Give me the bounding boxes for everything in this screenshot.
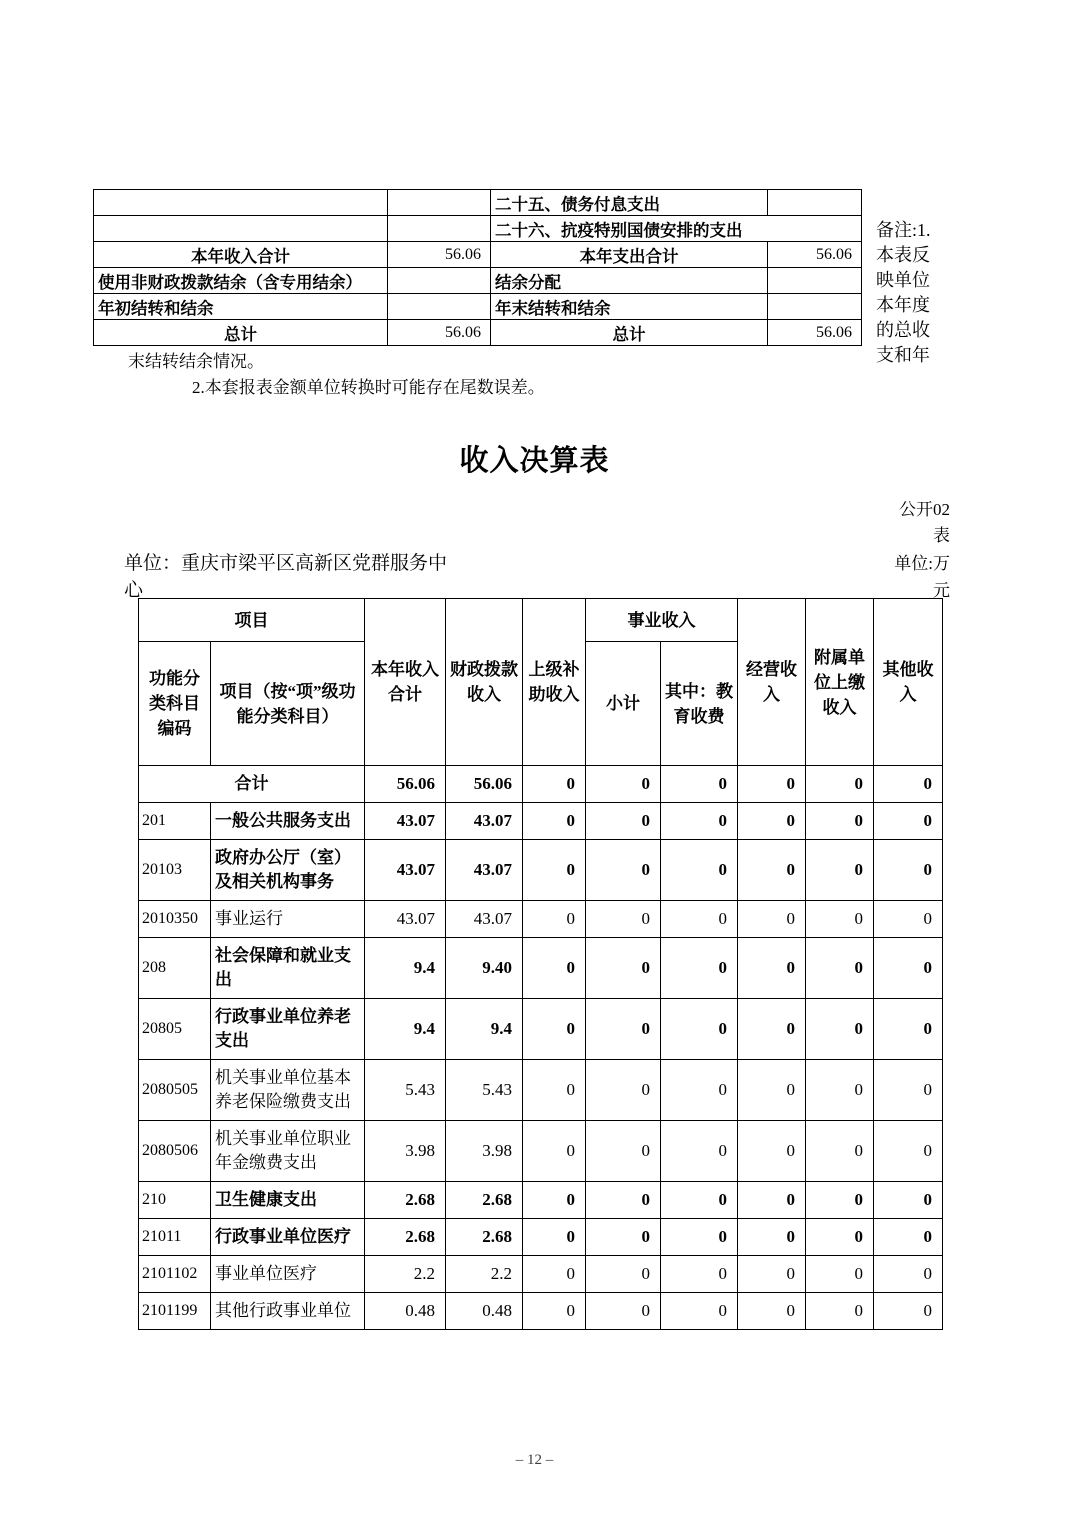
value-cell: 43.07 [365, 901, 446, 938]
value-cell: 0 [738, 840, 806, 901]
value-cell: 0 [661, 1256, 738, 1293]
table-row [139, 840, 943, 901]
value-cell: 0 [586, 1182, 661, 1219]
value-cell: 0 [874, 1121, 943, 1182]
table-row [94, 320, 862, 346]
value-cell: 0 [806, 766, 874, 803]
table-row [139, 1219, 943, 1256]
row-value [388, 216, 491, 242]
unit-currency: 单位:万元 [894, 554, 950, 600]
page-title: 收入决算表 [459, 445, 610, 477]
value-cell: 0 [523, 999, 586, 1060]
row-label: 总计 [491, 320, 768, 346]
value-cell: 0 [738, 999, 806, 1060]
value-cell: 0 [586, 1219, 661, 1256]
table-row [139, 1182, 943, 1219]
table-row [139, 803, 943, 840]
value-cell: 43.07 [365, 803, 446, 840]
row-label: 本年支出合计 [491, 242, 768, 268]
value-cell: 0 [661, 938, 738, 999]
value-cell: 0 [523, 803, 586, 840]
header-business-income-group: 事业收入 [586, 599, 738, 642]
name-cell: 机关事业单位基本养老保险缴费支出 [211, 1060, 365, 1121]
value-cell: 0 [874, 1060, 943, 1121]
value-cell: 0 [874, 840, 943, 901]
row-value [388, 190, 491, 216]
value-cell: 0 [806, 1182, 874, 1219]
value-cell: 0 [661, 1121, 738, 1182]
value-cell: 56.06 [365, 766, 446, 803]
value-cell: 0 [874, 1293, 943, 1330]
code-cell: 20103 [139, 840, 211, 901]
code-cell: 20805 [139, 999, 211, 1060]
code-cell: 2101199 [139, 1293, 211, 1330]
value-cell: 0 [523, 901, 586, 938]
value-cell: 0 [738, 1256, 806, 1293]
value-cell: 0 [806, 901, 874, 938]
row-label: 结余分配 [491, 268, 768, 294]
value-cell: 0 [586, 840, 661, 901]
value-cell: 2.2 [365, 1256, 446, 1293]
value-cell: 0 [874, 938, 943, 999]
name-cell: 其他行政事业单位 [211, 1293, 365, 1330]
carryover-summary-table [93, 189, 862, 346]
table-row [139, 1060, 943, 1121]
row-label: 使用非财政拨款结余（含专用结余） [94, 268, 388, 294]
value-cell: 0 [738, 938, 806, 999]
header-project-group: 项目 [139, 599, 365, 642]
value-cell: 0 [661, 840, 738, 901]
header-education-fee: 其中：教育收费 [661, 642, 738, 766]
value-cell: 0 [738, 901, 806, 938]
value-cell: 0 [806, 999, 874, 1060]
table-row [94, 294, 862, 320]
value-cell: 0 [661, 901, 738, 938]
value-cell: 3.98 [446, 1121, 523, 1182]
value-cell: 0 [661, 1219, 738, 1256]
value-cell: 0 [661, 1060, 738, 1121]
value-cell: 0 [523, 1293, 586, 1330]
code-cell: 201 [139, 803, 211, 840]
value-cell: 5.43 [446, 1060, 523, 1121]
value-cell: 0 [806, 803, 874, 840]
row-value: 56.06 [768, 242, 862, 268]
value-cell: 0 [874, 901, 943, 938]
table-row [139, 1121, 943, 1182]
table-row [94, 242, 862, 268]
value-cell: 0 [523, 1219, 586, 1256]
value-cell: 0 [523, 938, 586, 999]
value-cell: 0 [586, 999, 661, 1060]
name-cell: 合计 [139, 766, 365, 803]
value-cell: 0 [661, 1182, 738, 1219]
table-row [139, 999, 943, 1060]
header-operating-income: 经营收入 [738, 599, 806, 766]
value-cell: 9.4 [365, 938, 446, 999]
value-cell: 0.48 [365, 1293, 446, 1330]
value-cell: 0 [661, 999, 738, 1060]
name-cell: 一般公共服务支出 [211, 803, 365, 840]
row-value [388, 294, 491, 320]
code-cell: 2080506 [139, 1121, 211, 1182]
name-cell: 卫生健康支出 [211, 1182, 365, 1219]
header-subtotal: 小计 [586, 642, 661, 766]
table-row [139, 766, 943, 803]
value-cell: 2.68 [365, 1182, 446, 1219]
value-cell: 0 [661, 1293, 738, 1330]
value-cell: 0 [738, 1060, 806, 1121]
remark-second-item: 2.本套报表金额单位转换时可能存在尾数误差。 [192, 378, 545, 397]
value-cell: 0 [586, 1256, 661, 1293]
value-cell: 0 [874, 1219, 943, 1256]
value-cell: 9.40 [446, 938, 523, 999]
value-cell: 3.98 [365, 1121, 446, 1182]
value-cell: 0.48 [446, 1293, 523, 1330]
header-other-income: 其他收入 [874, 599, 943, 766]
row-label: 总计 [94, 320, 388, 346]
value-cell: 43.07 [365, 840, 446, 901]
value-cell: 0 [738, 803, 806, 840]
code-cell: 2080505 [139, 1060, 211, 1121]
value-cell: 0 [874, 1256, 943, 1293]
unit-name: 单位：重庆市梁平区高新区党群服务中心 [124, 553, 448, 601]
row-label: 年末结转和结余 [491, 294, 768, 320]
row-label [94, 216, 388, 242]
value-cell: 2.68 [446, 1219, 523, 1256]
value-cell: 0 [586, 766, 661, 803]
value-cell: 56.06 [446, 766, 523, 803]
value-cell: 2.68 [365, 1219, 446, 1256]
value-cell: 0 [806, 840, 874, 901]
name-cell: 政府办公厅（室）及相关机构事务 [211, 840, 365, 901]
table-row [94, 216, 862, 242]
value-cell: 0 [874, 999, 943, 1060]
header-project-item: 项目（按“项”级功能分类科目） [211, 642, 365, 766]
header-function-code: 功能分类科目编码 [139, 642, 211, 766]
code-cell: 21011 [139, 1219, 211, 1256]
row-label: 二十六、抗疫特别国债安排的支出 [491, 216, 862, 242]
value-cell: 0 [586, 803, 661, 840]
header-affiliated-remit: 附属单位上缴收入 [806, 599, 874, 766]
value-cell: 0 [874, 803, 943, 840]
table-row [94, 190, 862, 216]
value-cell: 2.68 [446, 1182, 523, 1219]
code-cell: 208 [139, 938, 211, 999]
code-cell: 2101102 [139, 1256, 211, 1293]
value-cell: 0 [661, 766, 738, 803]
row-value [768, 190, 862, 216]
value-cell: 5.43 [365, 1060, 446, 1121]
value-cell: 0 [523, 1121, 586, 1182]
value-cell: 0 [738, 1293, 806, 1330]
name-cell: 行政事业单位养老支出 [211, 999, 365, 1060]
value-cell: 0 [806, 1256, 874, 1293]
value-cell: 0 [738, 766, 806, 803]
row-value [768, 294, 862, 320]
remark-continuation: 末结转结余情况。 [128, 352, 264, 371]
value-cell: 0 [586, 1121, 661, 1182]
header-superior-subsidy: 上级补助收入 [523, 599, 586, 766]
value-cell: 0 [874, 766, 943, 803]
value-cell: 43.07 [446, 901, 523, 938]
value-cell: 0 [586, 901, 661, 938]
code-cell: 210 [139, 1182, 211, 1219]
value-cell: 43.07 [446, 803, 523, 840]
value-cell: 0 [738, 1182, 806, 1219]
value-cell: 0 [806, 1293, 874, 1330]
name-cell: 事业运行 [211, 901, 365, 938]
value-cell: 0 [661, 803, 738, 840]
header-total-income: 本年收入合计 [365, 599, 446, 766]
value-cell: 9.4 [446, 999, 523, 1060]
table-row [139, 901, 943, 938]
name-cell: 机关事业单位职业年金缴费支出 [211, 1121, 365, 1182]
value-cell: 0 [806, 1060, 874, 1121]
page-number: – 12 – [515, 1452, 554, 1468]
value-cell: 0 [523, 1256, 586, 1293]
value-cell: 0 [586, 1293, 661, 1330]
table-row [139, 1256, 943, 1293]
value-cell: 0 [523, 1060, 586, 1121]
value-cell: 0 [806, 938, 874, 999]
row-label: 年初结转和结余 [94, 294, 388, 320]
value-cell: 0 [523, 840, 586, 901]
value-cell: 0 [586, 938, 661, 999]
table-row [94, 268, 862, 294]
name-cell: 事业单位医疗 [211, 1256, 365, 1293]
row-value [768, 268, 862, 294]
value-cell: 0 [806, 1121, 874, 1182]
value-cell: 2.2 [446, 1256, 523, 1293]
row-value: 56.06 [768, 320, 862, 346]
value-cell: 9.4 [365, 999, 446, 1060]
table-row [139, 1293, 943, 1330]
row-value: 56.06 [388, 242, 491, 268]
doc-code: 公开02表 [899, 500, 950, 545]
code-cell: 2010350 [139, 901, 211, 938]
value-cell: 0 [523, 1182, 586, 1219]
income-accounts-table [138, 598, 943, 1330]
row-value [388, 268, 491, 294]
value-cell: 0 [586, 1060, 661, 1121]
value-cell: 0 [523, 766, 586, 803]
side-remark: 备注:1.本表反映单位本年度的总收支和年 [876, 220, 931, 365]
row-label: 二十五、债务付息支出 [491, 190, 768, 216]
row-value: 56.06 [388, 320, 491, 346]
name-cell: 行政事业单位医疗 [211, 1219, 365, 1256]
value-cell: 0 [806, 1219, 874, 1256]
name-cell: 社会保障和就业支出 [211, 938, 365, 999]
row-label: 本年收入合计 [94, 242, 388, 268]
header-fiscal-appropriation: 财政拨款收入 [446, 599, 523, 766]
value-cell: 0 [738, 1121, 806, 1182]
table-row [139, 938, 943, 999]
value-cell: 0 [874, 1182, 943, 1219]
value-cell: 0 [738, 1219, 806, 1256]
row-label [94, 190, 388, 216]
value-cell: 43.07 [446, 840, 523, 901]
